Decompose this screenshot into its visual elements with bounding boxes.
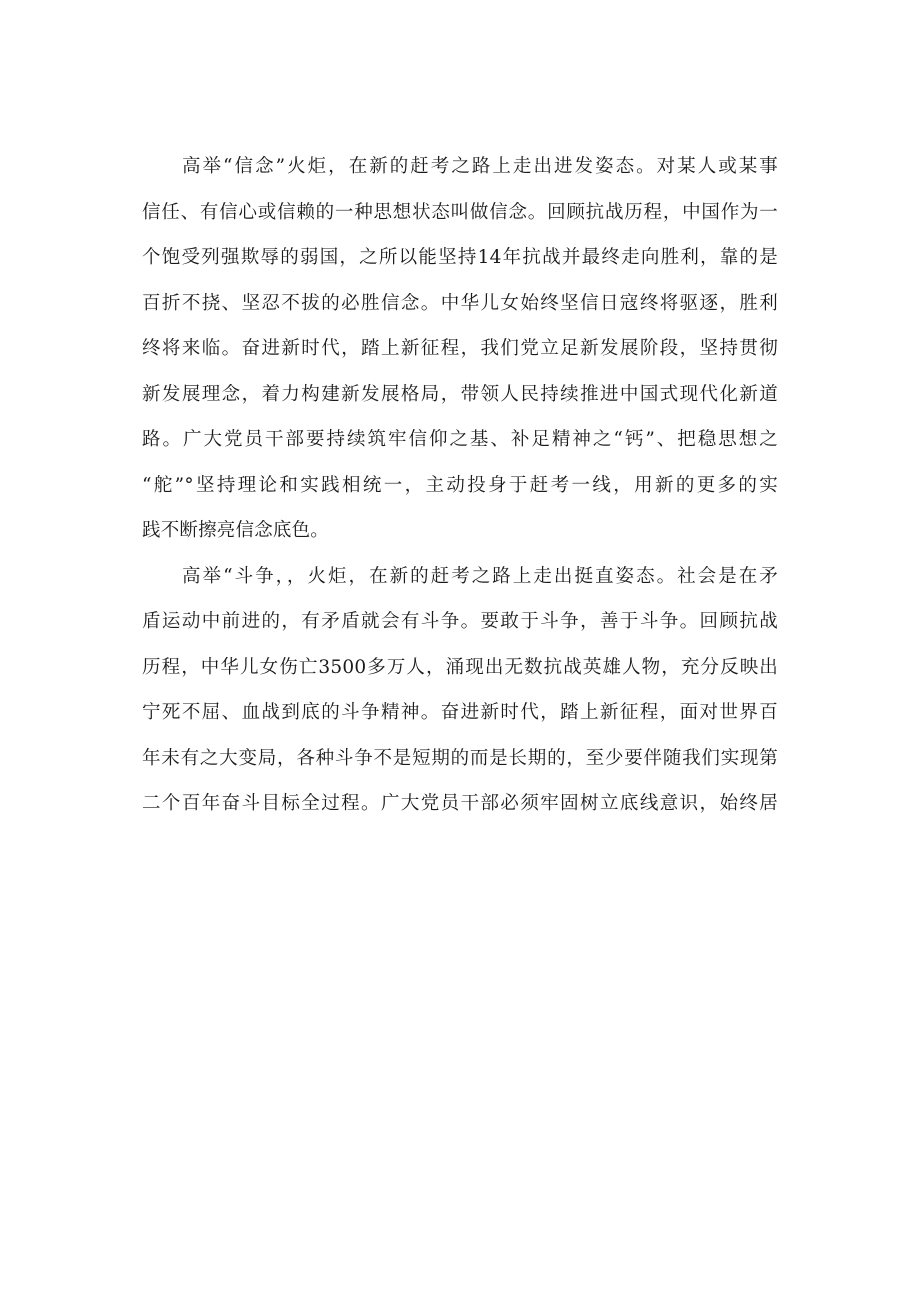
text-line: 历程，中华儿女伤亡3500多万人，涌现出无数抗战英雄人物，充分反映出: [142, 656, 778, 678]
text-line: 践不断擦亮信念底色。: [142, 520, 330, 541]
text-line: 二个百年奋斗目标全过程。广大党员干部必须牢固树立底线意识，始终居: [142, 793, 778, 814]
text-line: 个饱受列强欺辱的弱国，之所以能坚持14年抗战并最终走向胜利，靠的是: [142, 247, 778, 268]
text-line: 百折不挠、坚忍不拔的必胜信念。中华儿女始终坚信日寇终将驱逐，胜利: [142, 292, 778, 314]
text-line: 路。广大党员干部要持续筑牢信仰之基、补足精神之“钙”、把稳思想之: [142, 429, 778, 450]
text-line: 新发展理念，着力构建新发展格局，带领人民持续推进中国式现代化新道: [142, 383, 778, 405]
text-line: 信任、有信心或信赖的一种思想状态叫做信念。回顾抗战历程，中国作为一: [142, 201, 778, 223]
text-line: 年未有之大变局，各种斗争不是短期的而是长期的，至少要伴随我们实现第: [142, 747, 778, 769]
body-text: [142, 144, 778, 827]
text-line: 终将来临。奋进新时代，踏上新征程，我们党立足新发展阶段，坚持贯彻: [142, 338, 778, 359]
paragraph-faith: [142, 144, 778, 554]
text-line: 盾运动中前进的，有矛盾就会有斗争。要敢于斗争，善于斗争。回顾抗战: [142, 611, 778, 632]
text-line: 高举“斗争，，火炬，在新的赶考之路上走出挺直姿态。社会是在矛: [182, 565, 778, 587]
text-line: 高举“信念”火炬，在新的赶考之路上走出进发姿态。对某人或某事: [182, 156, 778, 177]
paragraph-struggle: [142, 554, 778, 827]
text-line: “舵”°坚持理论和实践相统一，主动投身于赶考一线，用新的更多的实: [142, 474, 778, 496]
text-line: 宁死不屈、血战到底的斗争精神。奋进新时代，踏上新征程，面对世界百: [142, 702, 778, 723]
